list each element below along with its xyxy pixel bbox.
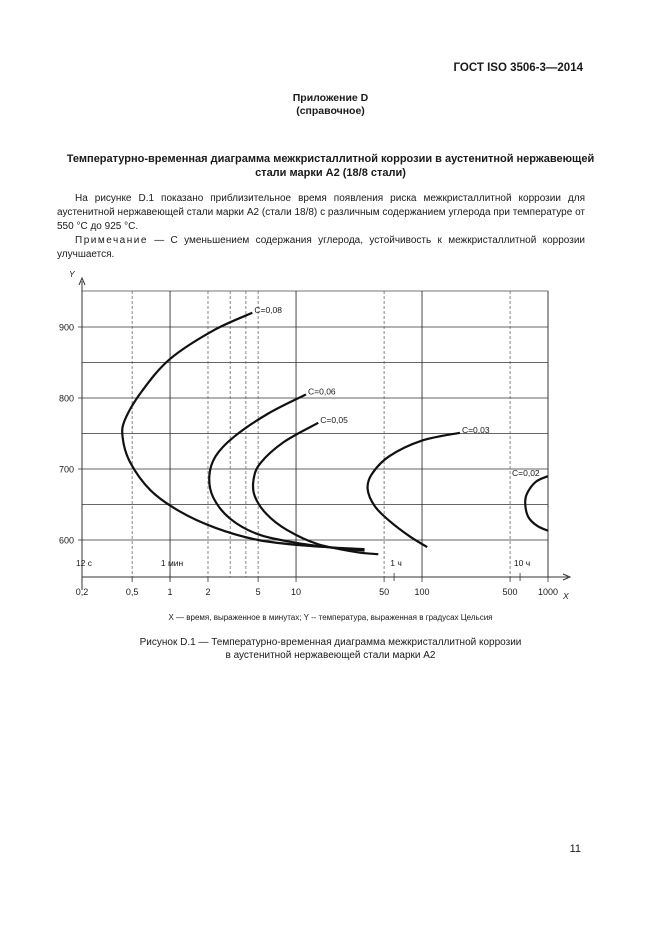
curve-1 bbox=[122, 313, 364, 549]
curve-5 bbox=[525, 476, 548, 531]
figure-caption bbox=[0, 636, 661, 662]
curve-label: C=0,06 bbox=[308, 386, 336, 397]
x-axis-label: X bbox=[563, 591, 569, 601]
x-tick-label: 50 bbox=[379, 587, 390, 597]
x-tick-label: 0,5 bbox=[125, 587, 139, 597]
curve-label: C=0,08 bbox=[254, 304, 283, 315]
figure-legend: X — время, выраженное в минутах; Y -- температура, выраженная в градусах Цельсия bbox=[168, 613, 493, 622]
x-tick-label: 1 bbox=[167, 587, 173, 597]
x-tick-label: 1000 bbox=[537, 587, 559, 597]
time-marker-label: 1 мин bbox=[160, 558, 184, 568]
x-tick-label: 100 bbox=[414, 587, 430, 597]
y-tick-label: 900 bbox=[58, 322, 74, 333]
chart-labels bbox=[59, 269, 569, 601]
curve-label: C=0,02 bbox=[512, 468, 540, 479]
curve-label: C=0,03 bbox=[461, 424, 490, 435]
y-tick-label: 700 bbox=[58, 464, 74, 475]
curve-4 bbox=[368, 433, 460, 547]
curve-3 bbox=[253, 423, 378, 554]
x-tick-label: 0,2 bbox=[75, 587, 89, 597]
time-marker-label: 12 с bbox=[75, 558, 93, 568]
time-marker-label: 1 ч bbox=[390, 558, 402, 568]
figure-caption-line2: в аустенитной нержавеющей стали марки А2 bbox=[225, 650, 436, 661]
x-tick-label: 500 bbox=[502, 587, 518, 597]
page-number: 11 bbox=[569, 843, 581, 855]
note-label: Примечание bbox=[75, 235, 148, 246]
note-text: — С уменьшением содержания углерода, устойчивость к межкристаллитной коррозии улучшается. bbox=[57, 235, 585, 260]
y-tick-label: 800 bbox=[58, 393, 74, 404]
body-paragraph: На рисунке D.1 показано приблизительное время появления риска межкристаллитной коррозии для аустенитной нержавеющей стали марки А2 (стали 18/8) с различным содержанием углерода при температуре от 550 °С до 925 °С. bbox=[57, 193, 585, 232]
annex-subtitle: (справочное) bbox=[296, 105, 365, 117]
figure-caption-line1: Рисунок D.1 — Температурно-временная диаграмма межкристаллитной коррозии bbox=[139, 637, 522, 648]
chart-axes bbox=[75, 278, 570, 590]
section-title-line2: стали марки А2 (18/8 стали) bbox=[255, 167, 406, 179]
x-tick-label: 2 bbox=[205, 587, 211, 597]
standard-designation: ГОСТ ISO 3506-3—2014 bbox=[453, 62, 583, 74]
y-tick-label: 600 bbox=[58, 535, 74, 546]
section-title-line1: Температурно-временная диаграмма межкристаллитной коррозии в аустенитной нержавеющей bbox=[66, 153, 595, 165]
x-tick-label: 5 bbox=[255, 587, 261, 597]
y-axis-label: Y bbox=[69, 269, 75, 279]
time-marker-label: 10 ч bbox=[513, 558, 531, 568]
curve-label: C=0,05 bbox=[320, 414, 348, 425]
annex-title: Приложение D bbox=[292, 92, 369, 104]
x-tick-label: 10 bbox=[291, 587, 302, 597]
